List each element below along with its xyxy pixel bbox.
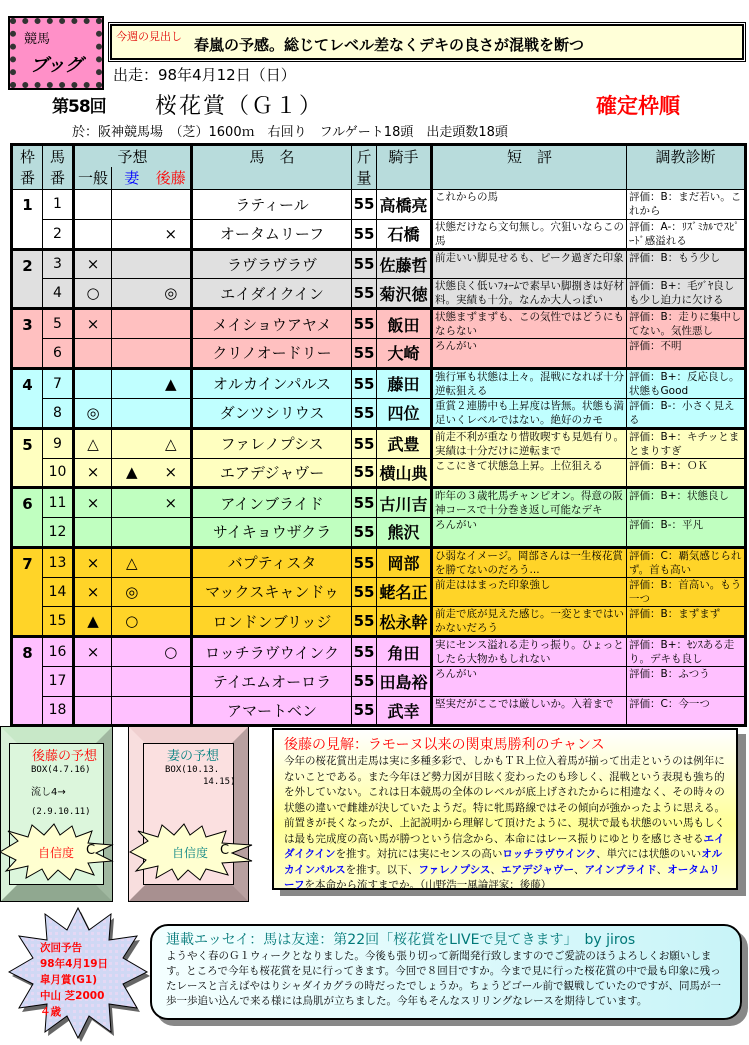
highlighted-horse-name: オータムリーフ — [284, 863, 720, 891]
short-comment: 昨年の３歳牝馬チャンピオン。得意の阪神コースで十分巻き返し可能なデキ — [432, 488, 627, 518]
weight: 55 — [352, 249, 377, 279]
training-diagnosis: 評価：B+：毛ﾂﾞﾔ良しも少し迫力に欠ける — [627, 279, 746, 309]
waku-number: 2 — [12, 249, 43, 309]
venue-info: 於：阪神競馬場 （芝）1600ｍ 右回り フルゲート18頭 出走頭数18頭 — [72, 125, 508, 140]
prediction-wife — [112, 249, 152, 279]
training-diagnosis: 評価：C：覇気感じられず。首も高い — [627, 547, 746, 577]
horse-name: エイダイクイン — [192, 279, 352, 309]
waku-number: 1 — [12, 190, 43, 250]
weight: 55 — [352, 219, 377, 249]
horse-name: ラティール — [192, 190, 352, 220]
horse-number: 16 — [43, 637, 74, 667]
weight: 55 — [352, 309, 377, 339]
next-race-age: ４歳 — [40, 1006, 61, 1018]
tsuma-pick-line1: BOX(10.13. — [165, 765, 220, 775]
highlighted-horse-name: エイダイクイン — [284, 832, 725, 860]
prediction-wife — [112, 696, 152, 726]
prediction-general: × — [74, 488, 112, 518]
horse-number: 2 — [43, 219, 74, 249]
short-comment: 状態だけなら文句無し。穴狙いならこの馬 — [432, 219, 627, 249]
waku-number: 8 — [12, 637, 43, 726]
logo-line1: 競馬 — [24, 32, 51, 47]
short-comment: 堅実だがここでは厳しいか。入着まで — [432, 696, 627, 726]
horse-number: 4 — [43, 279, 74, 309]
table-row — [12, 637, 746, 667]
horse-name: クリノオードリー — [192, 339, 352, 369]
horse-name: エアデジャヴー — [192, 458, 352, 488]
prediction-wife — [112, 488, 152, 518]
highlighted-horse-name: ファレノプシス — [418, 863, 491, 876]
horse-number: 10 — [43, 458, 74, 488]
horse-number: 6 — [43, 339, 74, 369]
prediction-goto — [152, 547, 192, 577]
analysis-paragraph-1: 今年の桜花賞出走馬は実に多種多彩で、しかもＴＲ上位入着馬が揃って出走というのは例年にないことである。また今年ほど勢力図が目眩く変わったのも珍しく、混戦という表現も強ち的を外していない。これは日本競馬の全体のレベルが底上げされたからに相違なく、その時々の状態の違いで雌雄が決していたようだ。特に牝馬路線ではその傾向が強かったように思える。 — [284, 755, 725, 814]
highlighted-horse-name: アインブライド — [584, 863, 657, 876]
next-race-course: 中山 芝2000 — [40, 990, 105, 1002]
training-diagnosis: 評価：B：まだ若い。これから — [627, 190, 746, 220]
header-ippan: 一般 — [74, 167, 112, 189]
table-row — [12, 458, 746, 488]
prediction-general — [74, 190, 112, 220]
horse-name: オータムリーフ — [192, 219, 352, 249]
prediction-goto — [152, 249, 192, 279]
table-row — [12, 279, 746, 309]
goto-pick-line2: 流し4→ — [31, 787, 66, 798]
jockey: 大崎 — [377, 339, 432, 369]
prediction-wife: △ — [112, 547, 152, 577]
horse-name: バプティスタ — [192, 547, 352, 577]
prediction-wife — [112, 428, 152, 458]
weight: 55 — [352, 488, 377, 518]
short-comment: 前走で底が見えた感じ。一変とまではいかないだろう — [432, 607, 627, 637]
header-tsuma: 妻 — [112, 167, 152, 189]
table-row — [12, 190, 746, 220]
table-row — [12, 577, 746, 607]
training-diagnosis: 評価：B：ふつう — [627, 667, 746, 697]
short-comment: ろんがい — [432, 667, 627, 697]
prediction-general: × — [74, 577, 112, 607]
waku-number: 5 — [12, 428, 43, 488]
prediction-wife — [112, 279, 152, 309]
prediction-goto: ◎ — [152, 279, 192, 309]
goto-pick-line3: (2.9.10.11) — [31, 807, 91, 817]
weight: 55 — [352, 577, 377, 607]
prediction-wife: ◎ — [112, 577, 152, 607]
jockey: 武豊 — [377, 428, 432, 458]
jockey: 武幸 — [377, 696, 432, 726]
short-comment: 状態まずまずも、この気性ではどうにもならない — [432, 309, 627, 339]
weight: 55 — [352, 398, 377, 428]
jockey: 角田 — [377, 637, 432, 667]
prediction-general: × — [74, 637, 112, 667]
prediction-goto: × — [152, 458, 192, 488]
prediction-general: × — [74, 458, 112, 488]
short-comment: ここにきて状態急上昇。上位狙える — [432, 458, 627, 488]
logo-line2: ブッグ — [30, 55, 83, 76]
analysis-text: 、単穴には状態のいい — [596, 848, 702, 860]
prediction-wife — [112, 309, 152, 339]
jockey: 高橋亮 — [377, 190, 432, 220]
essay-box — [150, 924, 742, 1020]
next-race-label: 次回予告 — [40, 942, 82, 954]
prediction-goto — [152, 190, 192, 220]
header-jockey: 騎手 — [377, 145, 432, 190]
analysis-paragraph-2 — [284, 816, 726, 894]
jockey: 横山典 — [377, 458, 432, 488]
goto-pick-line1: BOX(4.7.16) — [31, 765, 91, 775]
weight: 55 — [352, 190, 377, 220]
training-diagnosis: 評価：C：今一つ — [627, 696, 746, 726]
short-comment: ひ弱なイメージ。岡部さんは一生桜花賞を勝てないのだろう... — [432, 547, 627, 577]
analysis-text: を本命から流すまでか。（山野浩一風論評家：後藤） — [304, 879, 552, 891]
jockey: 佐藤哲 — [377, 249, 432, 279]
highlighted-horse-name: オルカインパルス — [284, 848, 723, 876]
short-comment: ろんがい — [432, 518, 627, 548]
essay-title: 連載エッセイ：馬は友達：第22回「桜花賞をLIVEで見てきます」 by jiros — [166, 932, 636, 948]
horse-number: 3 — [43, 249, 74, 279]
table-row — [12, 309, 746, 339]
jockey: 石橋 — [377, 219, 432, 249]
horse-number: 18 — [43, 696, 74, 726]
short-comment: 重賞２連勝中も上昇度は皆無。状態も満足いくレベルではない。絶好のカモ — [432, 398, 627, 428]
prediction-wife — [112, 637, 152, 667]
table-row — [12, 696, 746, 726]
horse-name: アマートベン — [192, 696, 352, 726]
prediction-wife: ▲ — [112, 458, 152, 488]
prediction-general — [74, 219, 112, 249]
weight: 55 — [352, 547, 377, 577]
table-row — [12, 667, 746, 697]
prediction-general: × — [74, 309, 112, 339]
training-diagnosis: 評価：B：走りに集中してない。気性悪し — [627, 309, 746, 339]
goto-confidence-label: 自信度 — [38, 846, 75, 860]
table-row — [12, 249, 746, 279]
short-comment: 実にセンス溢れる走りっ振り。ひょっとしたら大物かもしれない — [432, 637, 627, 667]
prediction-general: ○ — [74, 279, 112, 309]
jockey: 松永幹 — [377, 607, 432, 637]
horse-number: 1 — [43, 190, 74, 220]
table-row — [12, 547, 746, 577]
weight: 55 — [352, 607, 377, 637]
waku-number: 4 — [12, 368, 43, 428]
horse-name: ロンドンブリッジ — [192, 607, 352, 637]
horse-name: メイショウアヤメ — [192, 309, 352, 339]
prediction-wife — [112, 667, 152, 697]
prediction-general: × — [74, 249, 112, 279]
headline-label: 今週の見出し — [116, 30, 182, 43]
prediction-wife — [112, 219, 152, 249]
highlighted-horse-name: エアデジャヴー — [500, 863, 575, 876]
jockey: 古川吉 — [377, 488, 432, 518]
prediction-goto: ▲ — [152, 368, 192, 398]
horse-number: 15 — [43, 607, 74, 637]
prediction-wife — [112, 368, 152, 398]
horse-name: オルカインパルス — [192, 368, 352, 398]
jockey: 蛯名正 — [377, 577, 432, 607]
header-waku: 枠番 — [12, 145, 43, 190]
prediction-general — [74, 339, 112, 369]
header-goto: 後藤 — [152, 167, 192, 189]
header-yoso: 予想 — [74, 145, 192, 168]
prediction-general: ◎ — [74, 398, 112, 428]
next-race-date: 98年4月19日 — [40, 958, 109, 970]
prediction-general: △ — [74, 428, 112, 458]
table-row — [12, 368, 746, 398]
training-diagnosis: 評価：B：首高い。もう一つ — [627, 577, 746, 607]
table-row — [12, 428, 746, 458]
short-comment: 状態良く低いﾌｫｰﾑで素早い脚捌きは好材料。実績も十分。なんか大人っぽい — [432, 279, 627, 309]
prediction-goto: × — [152, 219, 192, 249]
header-kin: 斤量 — [352, 145, 377, 190]
short-comment: 前走ははまった印象強し — [432, 577, 627, 607]
horse-name: アインブライド — [192, 488, 352, 518]
analysis-title: 後藤の見解：ラモーヌ以来の関東馬勝利のチャンス — [284, 737, 605, 753]
short-comment: 強行軍も状態は上々。混戦になれば十分逆転狙える — [432, 368, 627, 398]
table-row — [12, 488, 746, 518]
table-row — [12, 219, 746, 249]
jockey: 飯田 — [377, 309, 432, 339]
horse-number: 8 — [43, 398, 74, 428]
prediction-goto — [152, 607, 192, 637]
analysis-text: 、 — [574, 863, 585, 876]
short-comment: ろんがい — [432, 339, 627, 369]
analysis-text: 、 — [490, 863, 501, 876]
prediction-goto: × — [152, 488, 192, 518]
jockey: 熊沢 — [377, 518, 432, 548]
goto-confidence-value: C — [86, 843, 96, 858]
training-diagnosis: 評価：B+：反応良し。状態もGood — [627, 368, 746, 398]
race-edition: 第58回 — [52, 97, 106, 117]
prediction-wife: ○ — [112, 607, 152, 637]
horse-number: 11 — [43, 488, 74, 518]
prediction-general — [74, 696, 112, 726]
headline-text: 春嵐の予感。総じてレベル差なくデキの良さが混戦を断つ — [194, 36, 585, 54]
waku-number: 6 — [12, 488, 43, 548]
header-uma: 馬番 — [43, 145, 74, 190]
jockey: 四位 — [377, 398, 432, 428]
jockey: 藤田 — [377, 368, 432, 398]
table-row — [12, 398, 746, 428]
jockey: 田島裕 — [377, 667, 432, 697]
weight: 55 — [352, 339, 377, 369]
prediction-goto — [152, 696, 192, 726]
waku-number: 7 — [12, 547, 43, 637]
logo — [10, 18, 102, 88]
tsuma-confidence-value: C — [220, 843, 230, 858]
prediction-general — [74, 518, 112, 548]
analysis-text: 、 — [656, 863, 668, 876]
weight: 55 — [352, 696, 377, 726]
header-training: 調教診断 — [627, 145, 746, 190]
horse-number: 14 — [43, 577, 74, 607]
weight: 55 — [352, 428, 377, 458]
horse-name: サイキョウザクラ — [192, 518, 352, 548]
short-comment: 前走不利が重なり惜敗喫すも見処有り。実績は十分だけに逆転まで — [432, 428, 627, 458]
prediction-goto: ○ — [152, 637, 192, 667]
horse-name: マックスキャンドゥ — [192, 577, 352, 607]
horse-number: 12 — [43, 518, 74, 548]
jockey: 菊沢徳 — [377, 279, 432, 309]
table-row — [12, 607, 746, 637]
goto-pick-title: 後藤の予想 — [32, 749, 98, 764]
weight: 55 — [352, 279, 377, 309]
training-diagnosis: 評価：不明 — [627, 339, 746, 369]
training-diagnosis: 評価：B+：ｾﾝｽある走り。デキも良し — [627, 637, 746, 667]
prediction-goto — [152, 577, 192, 607]
prediction-general: ▲ — [74, 607, 112, 637]
analysis-text: を推す。以下、 — [345, 863, 419, 876]
horse-name: ファレノプシス — [192, 428, 352, 458]
tsuma-confidence-label: 自信度 — [172, 846, 209, 860]
essay-body: ようやく春のＧ１ウィークとなりました。今後も張り切って新聞発行致しますのでご愛読のほうよろしくお願いします。ところで今年も桜花賞を見に行ってきます。今回で８回目ですか。今まで見に行った桜花賞の中で最も印象に残ったレースと言えばやはりシャダイカグラの時だったでしょうか。ちょうどゴール前で観戦していたのですが、同馬が一歩一歩追い込んで来る様には鳥肌が立ちました。今年もそんなスリリングなレースを期待しています。 — [166, 950, 722, 1007]
training-diagnosis: 評価：B+：キチッとまとまりすぎ — [627, 428, 746, 458]
horse-number: 9 — [43, 428, 74, 458]
horse-name: ロッチラヴウインク — [192, 637, 352, 667]
prediction-goto — [152, 398, 192, 428]
prediction-general — [74, 667, 112, 697]
training-diagnosis: 評価：B：まずまず — [627, 607, 746, 637]
highlighted-horse-name: ロッチラヴウインク — [502, 848, 597, 860]
prediction-wife — [112, 398, 152, 428]
race-title: 桜花賞（Ｇ１） — [155, 94, 324, 119]
table-row — [12, 518, 746, 548]
race-date: 出走：98年4月12日（日） — [113, 66, 296, 84]
prediction-wife — [112, 339, 152, 369]
weight: 55 — [352, 368, 377, 398]
prediction-general — [74, 368, 112, 398]
prediction-goto: △ — [152, 428, 192, 458]
prediction-wife — [112, 518, 152, 548]
header-name: 馬 名 — [192, 145, 352, 190]
training-diagnosis: 評価：B-：平凡 — [627, 518, 746, 548]
training-diagnosis: 評価：B-：小さく見える — [627, 398, 746, 428]
headline-box — [110, 24, 744, 60]
jockey: 岡部 — [377, 547, 432, 577]
table-row — [12, 339, 746, 369]
weight: 55 — [352, 458, 377, 488]
short-comment: これからの馬 — [432, 190, 627, 220]
horse-name: ラヴラヴラヴ — [192, 249, 352, 279]
weight: 55 — [352, 518, 377, 548]
training-diagnosis: 評価：B：もう少し — [627, 249, 746, 279]
entries-table — [10, 143, 747, 727]
weight: 55 — [352, 667, 377, 697]
prediction-goto — [152, 339, 192, 369]
horse-number: 5 — [43, 309, 74, 339]
prediction-general: × — [74, 547, 112, 577]
header-comment: 短 評 — [432, 145, 627, 190]
tsuma-pick-title: 妻の予想 — [167, 749, 220, 764]
short-comment: 前走いい脚見せるも、ピーク過ぎた印象 — [432, 249, 627, 279]
next-race-name: 皐月賞(G1) — [40, 974, 98, 986]
prediction-goto — [152, 667, 192, 697]
analysis-text: を推す。対抗には実にセンスの高い — [335, 848, 503, 860]
next-race-info — [40, 940, 108, 1020]
goto-analysis — [272, 728, 738, 890]
horse-name: ダンツシリウス — [192, 398, 352, 428]
weight: 55 — [352, 637, 377, 667]
horse-name: テイエムオーロラ — [192, 667, 352, 697]
prediction-goto — [152, 518, 192, 548]
training-diagnosis: 評価：A-：ﾘｽﾞﾐｶﾙでｽﾋﾟｰﾄﾞ感溢れる — [627, 219, 746, 249]
tsuma-pick-line2: 14.15) — [203, 777, 236, 787]
prediction-goto — [152, 309, 192, 339]
status-label: 確定枠順 — [596, 94, 680, 118]
horse-number: 17 — [43, 667, 74, 697]
prediction-wife — [112, 190, 152, 220]
analysis-text: 前置きが長くなったが、上記説明から理解して頂けたように、現状で最も状態のいい馬もしくは最も完成度の高い馬が勝つという信念から、本命にはレース振りにゆとりを感じさせる — [284, 817, 725, 845]
training-diagnosis: 評価：B+：ＯＫ — [627, 458, 746, 488]
horse-number: 7 — [43, 368, 74, 398]
horse-number: 13 — [43, 547, 74, 577]
training-diagnosis: 評価：B+：状態良し — [627, 488, 746, 518]
waku-number: 3 — [12, 309, 43, 369]
